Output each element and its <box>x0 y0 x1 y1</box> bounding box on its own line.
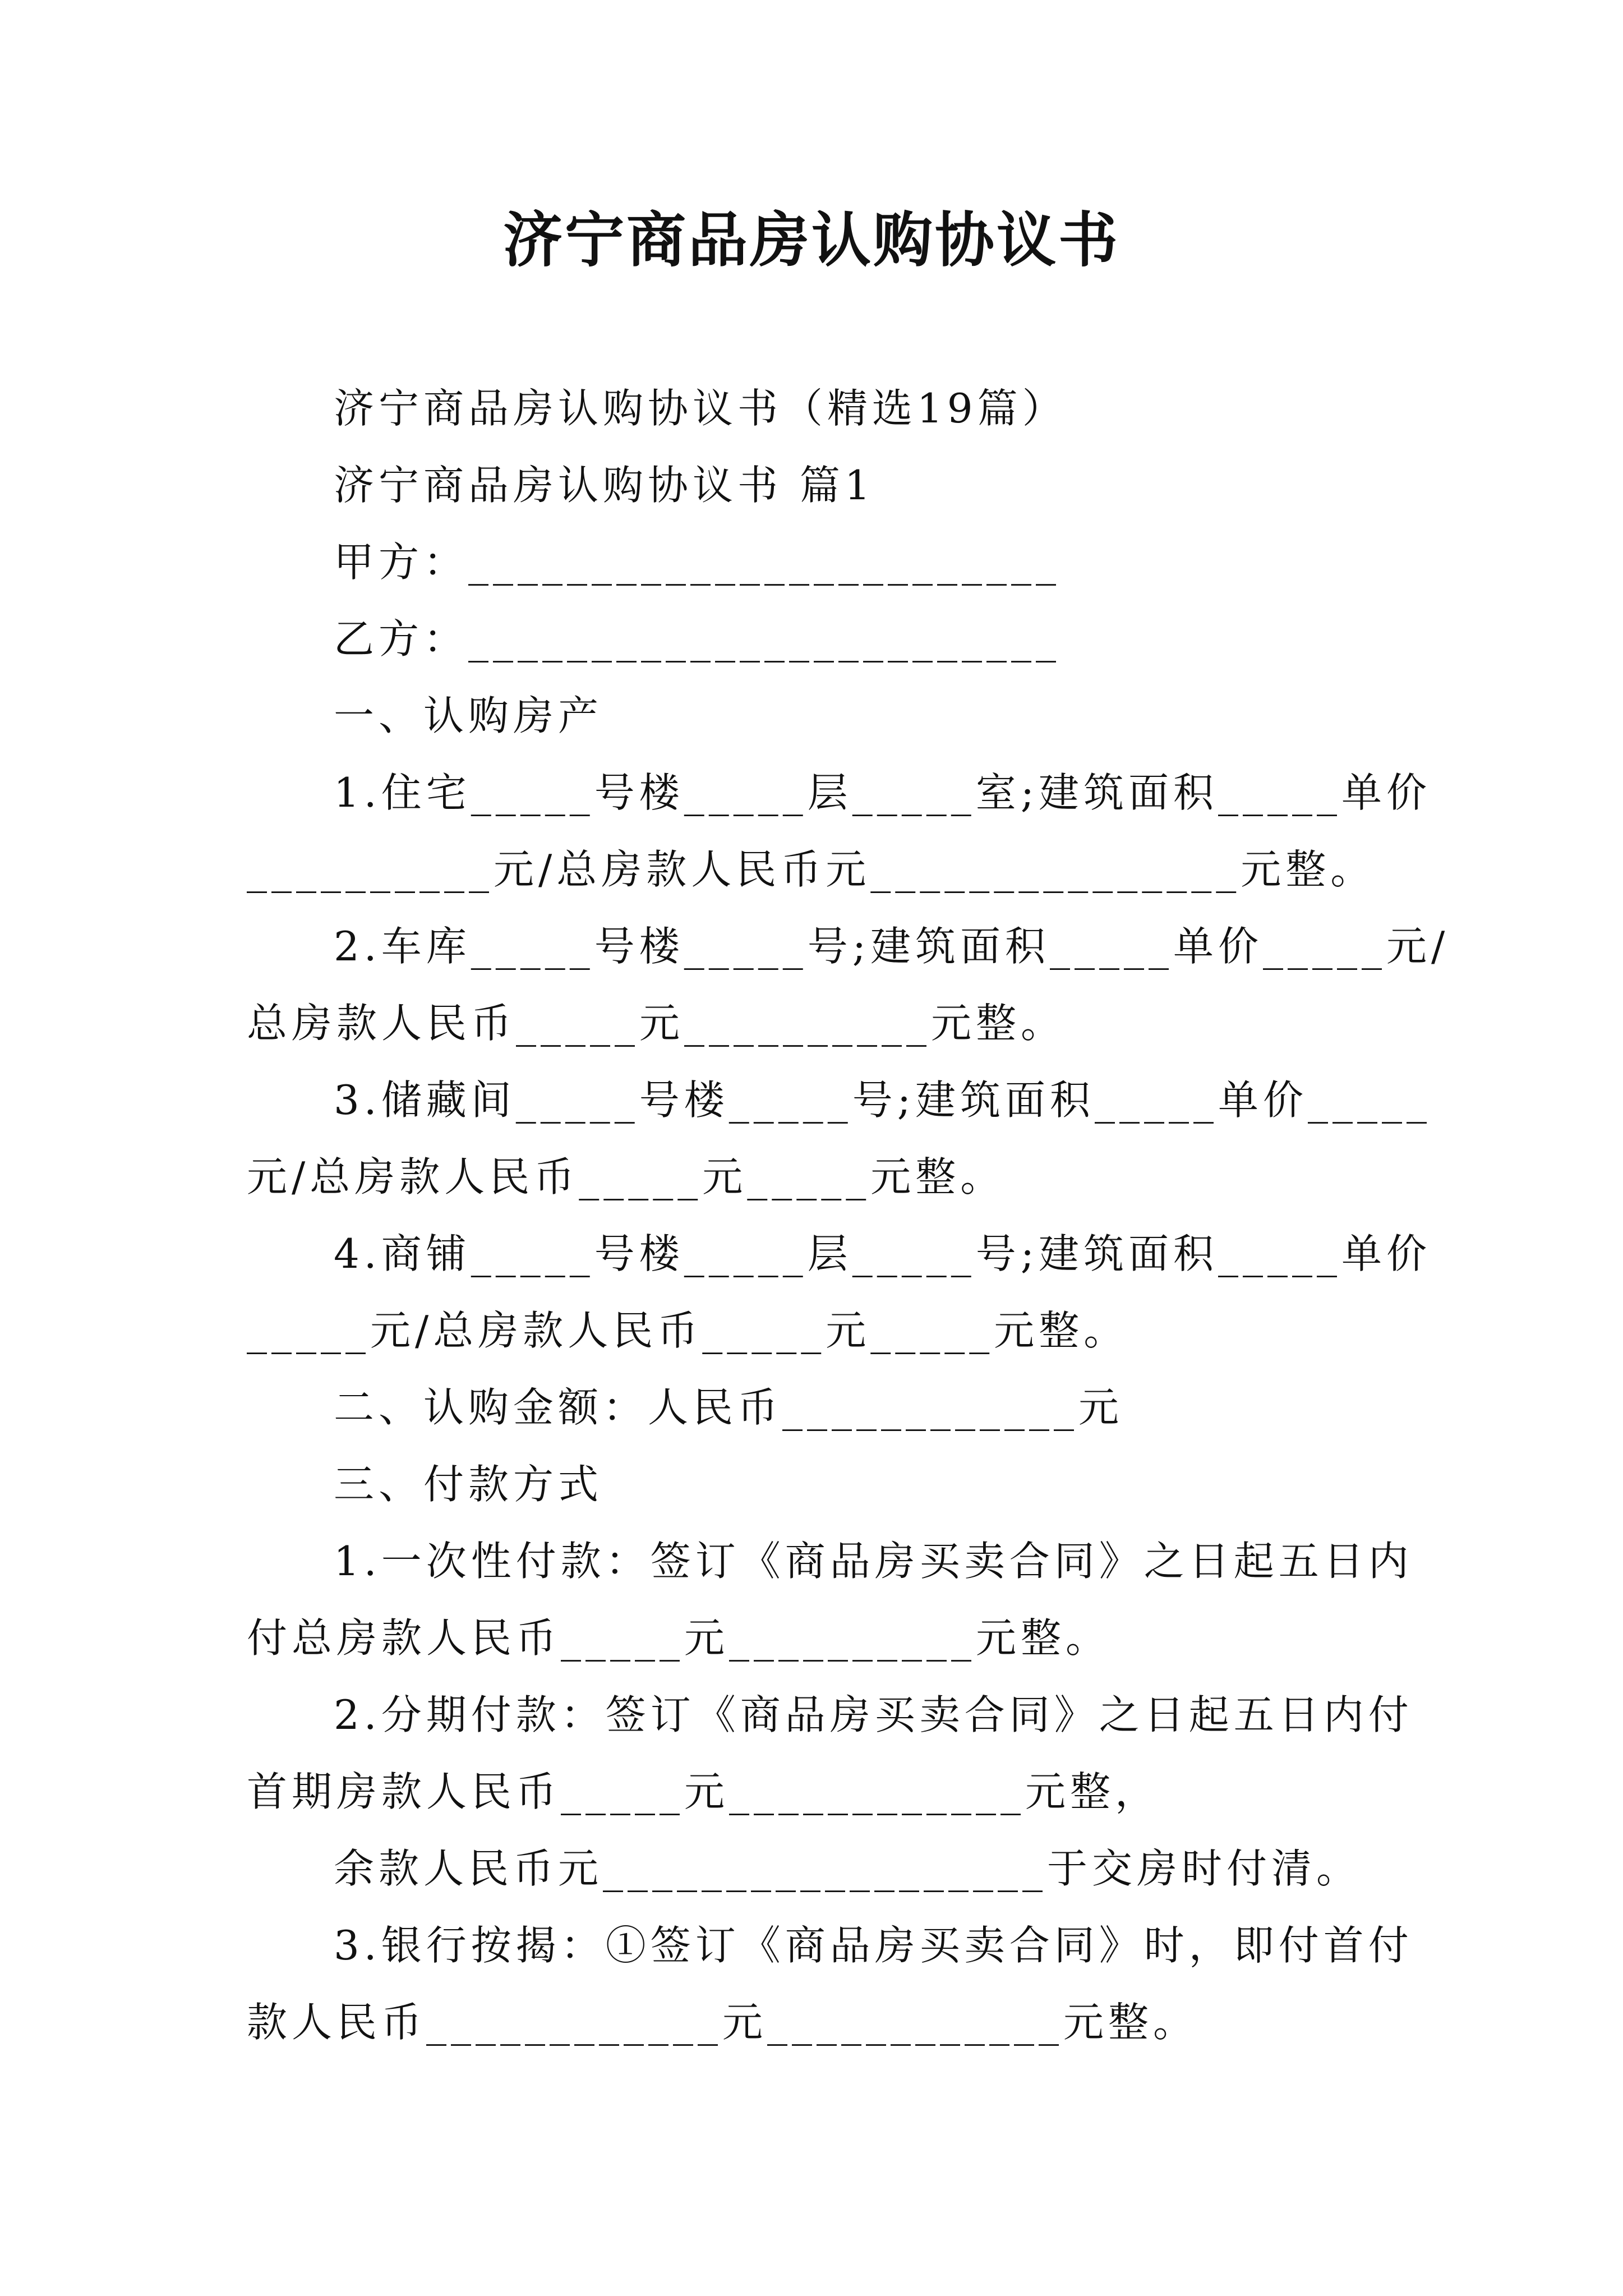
paragraph-line: 济宁商品房认购协议书（精选19篇） <box>334 385 1067 432</box>
paragraph-line: 一、认购房产 <box>334 692 603 739</box>
paragraph-line: 济宁商品房认购协议书 篇1 <box>334 462 875 509</box>
paragraph-line: 余款人民币元__________________于交房时付清。 <box>334 1845 1362 1892</box>
paragraph-line: 元/总房款人民币_____元_____元整。 <box>247 1153 1006 1200</box>
paragraph-line: 三、付款方式 <box>334 1461 603 1508</box>
paragraph-line: 总房款人民币_____元__________元整。 <box>247 1000 1066 1047</box>
paragraph-line: 付总房款人民币_____元__________元整。 <box>247 1614 1111 1662</box>
paragraph-line: 1.住宅_____号楼_____层_____室;建筑面积_____单价 <box>334 769 1431 816</box>
paragraph-line: _____元/总房款人民币_____元_____元整。 <box>247 1307 1129 1354</box>
paragraph-line: 甲方：________________________ <box>334 539 1061 586</box>
paragraph-line: 4.商铺_____号楼_____层_____号;建筑面积_____单价 <box>334 1230 1431 1277</box>
paragraph-line: 款人民币____________元____________元整。 <box>247 1999 1198 2046</box>
paragraph-line: 3.银行按揭：①签订《商品房买卖合同》时，即付首付 <box>334 1922 1413 1969</box>
paragraph-line: 2.车库_____号楼_____号;建筑面积_____单价_____元/ <box>334 923 1450 970</box>
paragraph-line: 3.储藏间_____号楼_____号;建筑面积_____单价_____ <box>334 1076 1431 1124</box>
paragraph-line: 2.分期付款：签订《商品房买卖合同》之日起五日内付 <box>334 1691 1413 1738</box>
document-body <box>247 370 1450 2061</box>
paragraph-line: 首期房款人民币_____元____________元整， <box>247 1768 1160 1815</box>
paragraph-line: __________元/总房款人民币元_______________元整。 <box>247 846 1376 893</box>
paragraph-line: 1.一次性付款：签订《商品房买卖合同》之日起五日内 <box>334 1538 1413 1585</box>
paragraph-line: 乙方：________________________ <box>334 615 1061 662</box>
paragraph-line: 二、认购金额：人民币____________元 <box>334 1384 1124 1431</box>
document-title: 济宁商品房认购协议书 <box>503 205 1120 275</box>
